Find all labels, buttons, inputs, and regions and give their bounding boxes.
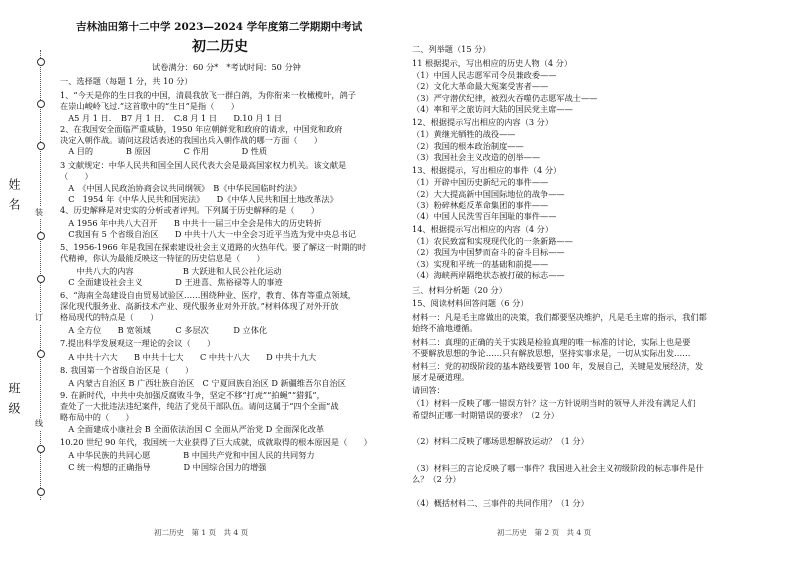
question-line: 9. 在新时代，中共中央加强反腐败斗争，坚定不移“打虎”“拍蝇”“猎狐”， (60, 390, 325, 400)
question-line: 略布局中的（ ） (60, 412, 134, 422)
question-line: C 全面建设社会主义 D 王进喜、焦裕禄等人的事迹 (60, 277, 283, 287)
seal-mark: 订 (35, 313, 43, 322)
question-line: C 统一构想的正确指导 D 中国综合国力的增强 (60, 462, 267, 472)
question-line: （3）严守潜伏纪律，被烈火吞噬仍志愿军战士—— (412, 93, 598, 103)
question-line: （2）大大提高新中国国际地位的战争—— (412, 189, 565, 199)
question-line: 5、1956-1966 年是我国在探索建设社会主义道路的火热年代。要了解这一时期的时 (60, 242, 367, 252)
question-line: 1、“今天是你的生日我的中国，清晨我放飞一群白鸽，为你衔来一枚橄榄叶，鸽子 (60, 90, 356, 100)
question-line: 中共八大的内容 B 大跃进和人民公社化运动 (60, 266, 282, 276)
question-line: 二、列举题（15 分） (412, 44, 491, 54)
question-line: （1）材料一反映了哪一错误方针？这一方针说明当时的领导人并没有满足人们 (412, 398, 696, 408)
question-line: （1）中国人民志愿军司令员兼政委—— (412, 70, 557, 80)
question-line: 深化现代服务业、高新技术产业、现代服务业对外开放。”材料体现了对外开放 (60, 301, 339, 311)
question-line: 展才是硬道理。 (412, 372, 470, 382)
question-line: （4）概括材料二、三事件的共同作用？（1 分） (412, 498, 589, 508)
question-line: 10.20 世纪 90 年代，我国统一大业获得了巨大成就，成就取得的根本原因是（ ） (60, 437, 372, 447)
binding-hole (37, 275, 45, 283)
question-line: 11 根据提示，写出相应的历史人物（4 分） (412, 58, 573, 68)
question-line: A 全面建成小康社会 B 全面依法治国 C 全面从严治党 D 全面深化改革 (60, 424, 325, 434)
seal-mark: 装 (35, 208, 43, 217)
question-line: C 1954 年《中华人民共和国宪法》 D《中华人民共和国土地改革法》 (60, 194, 338, 204)
question-line: 13、根据提示，写出相应的事件（4 分） (412, 165, 562, 175)
question-line: A 1956 年中共八大召开 B 中共十一届三中全会是伟大的历史转折 (60, 218, 322, 228)
question-line: 在崇山峻岭飞过.”这首歌中的“生日”是指（ ） (60, 101, 239, 111)
binding-hole (37, 445, 45, 453)
exam-meta: 试卷满分：60 分* *考试时间：50 分钟 (152, 62, 301, 72)
question-line: 希望纠正哪一时期错误的要求？（2 分） (412, 410, 559, 420)
question-line: 3 文献规定：中华人民共和国全国人民代表大会是最高国家权力机关。该文献是 (60, 160, 347, 170)
question-line: 12、根据提示写出相应的内容（3 分） (412, 117, 554, 127)
binding-hole (37, 350, 45, 358)
question-line: 不要解放思想的争论……只有解放思想，坚持实事求是，一切从实际出发…… (412, 348, 691, 358)
question-line: A 中共十六大 B 中共十七大 C 中共十八大 D 中共十九大 (60, 352, 317, 362)
question-line: 材料一：凡是毛主席做出的决策，我们都要坚决维护，凡是毛主席的指示，我们都 (412, 312, 707, 322)
question-line: （2）文化大革命最大冤案受害者—— (412, 81, 549, 91)
binding-hole (37, 100, 45, 108)
question-line: 8. 我国第一个省级自治区是（ ） (60, 365, 194, 375)
question-line: （4）海峡两岸隔绝状态被打破的标志—— (412, 270, 565, 280)
question-line: （2）我国为中国梦而奋斗的奋斗目标—— (412, 247, 565, 257)
question-line: 三、材料分析题（20 分） (412, 285, 507, 295)
question-line: （2）我国的根本政治制度—— (412, 141, 524, 151)
question-line: 4、历史解释是对史实的分析或者评判。下列属于历史解释的是（ ） (60, 205, 320, 215)
question-line: 始终不渝地遵循。 (412, 323, 478, 333)
question-line: 15、阅读材料回答问题（6 分） (412, 298, 529, 308)
question-line: 6、“海南全岛建设自由贸易试验区……围绕种业、医疗，教育、体育等重点领域， (60, 290, 356, 300)
question-line: 一、选择题（每题 1 分，共 10 分） (60, 76, 193, 86)
question-line: 决定入朝作战。请问这段话表述的我国出兵入朝作战的哪一方面（ ） (60, 135, 323, 145)
question-line: 代精神，你认为最能反映这一特征的历史信息是（ ） (60, 253, 265, 263)
exam-subject: 初二历史 (192, 39, 248, 55)
question-line: 14、根据提示写出相应的内容（4 分） (412, 224, 554, 234)
question-line: 么？（2 分） (412, 474, 461, 484)
question-line: 格局现代的特点是（ ） (60, 312, 159, 322)
class-label: 班 级 (7, 382, 21, 416)
question-line: 请回答： (412, 385, 445, 395)
question-line: （1）开辟中国历史新纪元的事件—— (412, 177, 549, 187)
question-line: （3）我国社会主义改造的创举—— (412, 152, 541, 162)
question-line: （3）材料三的言论反映了哪一事件？我国进入社会主义初级阶段的标志事件是什 (412, 463, 704, 473)
exam-title: 吉林油田第十二中学 2023—2024 学年度第二学期期中考试 (76, 21, 363, 33)
question-line: （2）材料二反映了哪场思想解放运动？（1 分） (412, 436, 589, 446)
question-line: 2、在我国安全面临严重威胁，1950 年应朝鲜党和政府的请求，中国党和政府 (60, 124, 343, 134)
question-line: A5 月 1 日． B7 月 1 日． C.8 月 1 日 D.10 月 1 日 (60, 113, 283, 123)
question-line: （4）中国人民洗雪百年国耻的事件—— (412, 211, 557, 221)
question-line: （3）粉碎林彪反革命集团的事件—— (412, 200, 549, 210)
question-line: （1）黄继光牺牲的战役—— (412, 129, 516, 139)
question-line: A 《中国人民政治协商会议共同纲领》 B《中华民国临时约法》 (60, 183, 302, 193)
binding-hole (37, 232, 45, 240)
binding-hole (37, 488, 45, 496)
question-line: A 中华民族的共同心愿 B 中国共产党和中国人民的共同努力 (60, 450, 315, 460)
question-line: 材料二：真理的正确的关于实践是检验真理的唯一标准的讨论，实际上也是要 (412, 337, 691, 347)
binding-hole (37, 58, 45, 66)
question-line: C我国有 5 个省级自治区 D 中共十八大一中全会习近平当选为党中央总书记 (60, 229, 357, 239)
binding-hole (37, 142, 45, 150)
seal-mark: 线 (35, 419, 43, 428)
question-line: 材料三：党的初级阶段的基本路线要管 100 年，发展自己，关键是发展经济，发 (412, 361, 704, 371)
question-line: （ ） (60, 171, 93, 181)
question-line: A 内蒙古自治区 B 广西壮族自治区 C 宁夏回族自治区 D 新疆维吾尔自治区 (60, 378, 346, 388)
question-line: A 全方位 B 宽领域 C 多层次 D 立体化 (60, 325, 268, 335)
question-line: （3）实现和平统一的基础和前提—— (412, 259, 549, 269)
question-line: 查处了一大批违法违纪案件，纯洁了党员干部队伍。请问这属于“四个全面”战 (60, 401, 339, 411)
question-line: A 目的 B 原因 C 作用 D 性质 (60, 146, 268, 156)
question-line: （1）农民致富和实现现代化的一条新路—— (412, 236, 573, 246)
right-page-footer: 初二历史 第 2 页 共 4 页 (497, 528, 592, 537)
left-page-footer: 初二历史 第 1 页 共 4 页 (154, 528, 249, 537)
question-line: （4）率和平之旅访问大陆的国民党主席—— (412, 104, 573, 114)
right-page (408, 0, 788, 561)
name-label: 姓 名 (7, 178, 21, 212)
left-page (56, 0, 398, 561)
binding-margin (0, 0, 56, 561)
question-line: 7.提出科学发展观这一理论的会议（ ） (60, 338, 216, 348)
